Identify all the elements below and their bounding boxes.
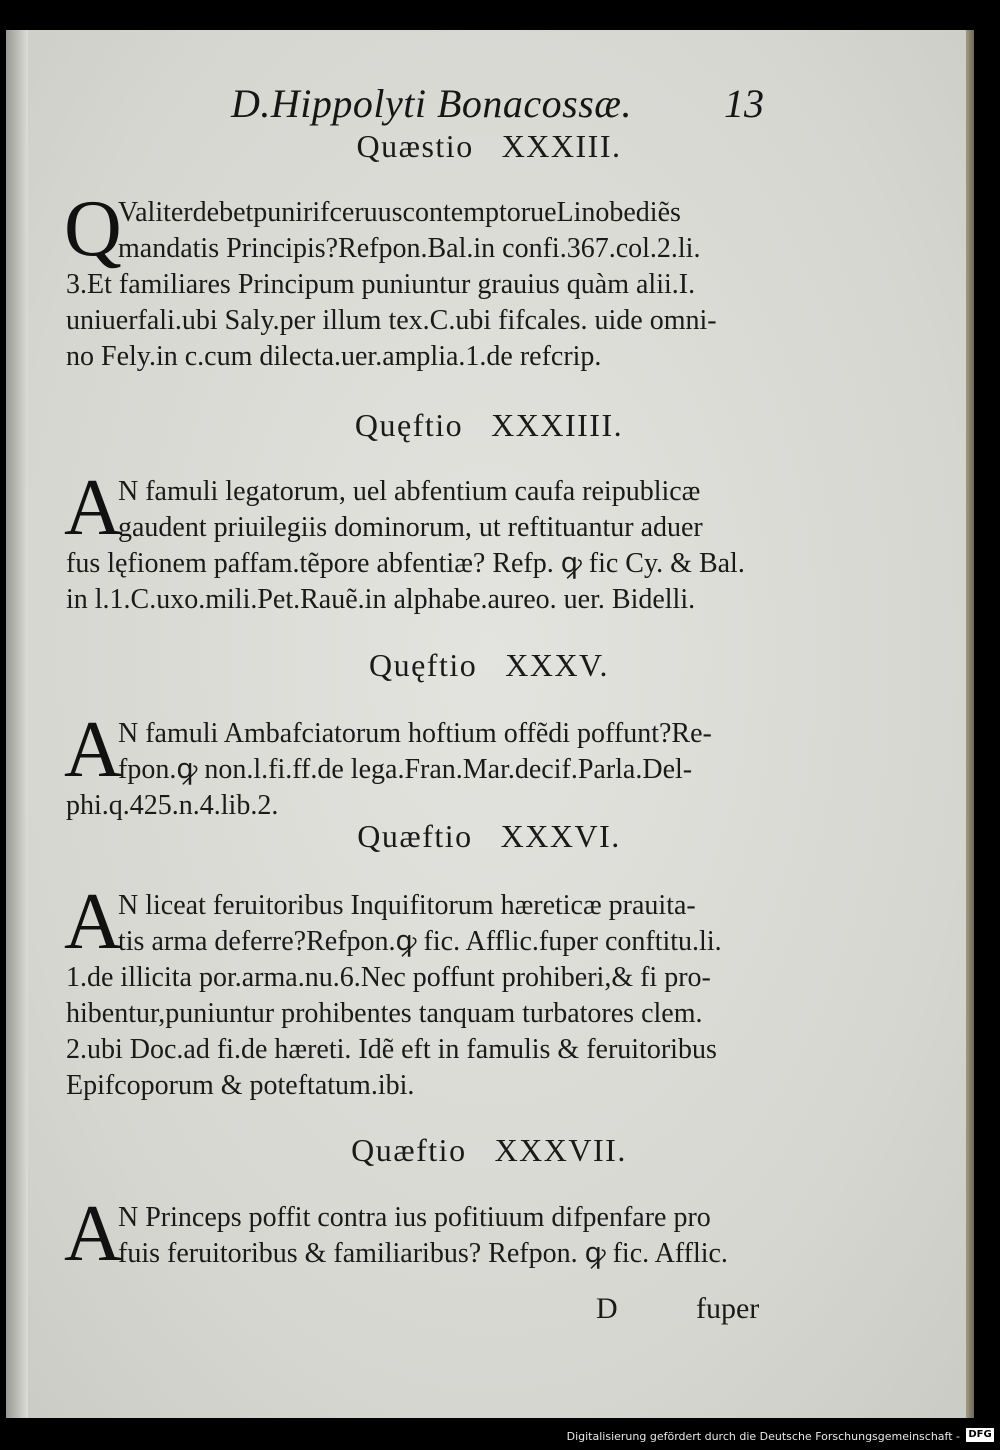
running-head-title: D.Hippolyti Bonacossæ. — [231, 81, 632, 126]
catchword: fuper — [696, 1292, 760, 1325]
question-heading-number: XXXIIII. — [491, 407, 624, 443]
funding-credit: Digitalisierung gefördert durch die Deutsche Forschungsgemeinschaft - — [566, 1430, 960, 1443]
question-heading-number: XXXIII. — [501, 128, 622, 164]
question-heading — [6, 647, 972, 684]
question-text — [64, 1190, 818, 1278]
question-heading-number: XXXVII. — [494, 1132, 627, 1168]
text-line: N famuli legatorum, uel abfentium caufa reipublicæ — [118, 476, 701, 507]
page-number: 13 — [724, 81, 764, 126]
digitization-footer — [0, 1418, 1000, 1450]
text-line: no Fely.in c.cum dilecta.uer.amplia.1.de refcrip. — [66, 341, 602, 372]
text-line: mandatis Principis?Refpon.Bal.in confi.367.col.2.li. — [118, 233, 701, 264]
text-line: ValiterdebetpunirifceruuscontemptorueLinobediẽs — [118, 197, 681, 228]
question-heading — [6, 407, 972, 444]
question-text — [64, 706, 818, 824]
question-heading-word: Quęftio — [354, 407, 464, 443]
text-line: N liceat feruitoribus Inquifitorum hæreticæ prauita- — [118, 890, 696, 921]
question-heading-word: Quæstio — [356, 128, 474, 164]
question-heading-number: XXXV. — [505, 647, 610, 683]
question-text — [64, 185, 818, 375]
text-line: Epifcoporum & poteftatum.ibi. — [66, 1070, 415, 1101]
question-text — [64, 878, 818, 1104]
text-line: in l.1.C.uxo.mili.Pet.Rauẽ.in alphabe.aureo. uer. Bidelli. — [66, 584, 696, 615]
question-heading-number: XXXVI. — [500, 818, 621, 854]
text-line: fus lęfionem paffam.tẽpore abfentiæ? Refp. ꝙ fic Cy. & Bal. — [66, 548, 745, 579]
drop-cap-initial: A — [64, 706, 122, 794]
text-line: hibentur,puniuntur prohibentes tanquam turbatores clem. — [66, 998, 703, 1029]
book-page — [6, 30, 972, 1418]
page-edge — [966, 30, 974, 1418]
question-heading-word: Quęftio — [368, 647, 478, 683]
question-heading-word: Quæftio — [351, 1132, 467, 1168]
text-line: 3.Et familiares Principum puniuntur grauius quàm alii.I. — [66, 269, 696, 300]
text-line: fuis feruitoribus & familiaribus? Refpon. ꝙ fic. Afflic. — [118, 1238, 728, 1269]
drop-cap-initial: A — [64, 464, 122, 552]
drop-cap-initial: Q — [64, 185, 122, 273]
question-text — [64, 464, 818, 618]
text-line: phi.q.425.n.4.lib.2. — [66, 790, 279, 821]
text-line: N famuli Ambafciatorum hoftium offẽdi poffunt?Re- — [118, 718, 712, 749]
text-line: fpon.ꝙ non.l.fi.ff.de lega.Fran.Mar.decif.Parla.Del- — [118, 754, 693, 785]
question-heading — [6, 818, 972, 855]
dfg-logo: DFG — [966, 1428, 994, 1442]
page-gutter — [6, 30, 28, 1418]
text-line: gaudent priuilegiis dominorum, ut reftituantur aduer — [118, 512, 703, 543]
signature-mark: D — [596, 1292, 618, 1325]
question-heading — [6, 1132, 972, 1169]
text-line: 1.de illicita por.arma.nu.6.Nec poffunt prohiberi,& fi pro- — [66, 962, 711, 993]
question-heading-word: Quæftio — [357, 818, 473, 854]
question-heading — [6, 128, 972, 165]
drop-cap-initial: A — [64, 878, 122, 966]
text-line: 2.ubi Doc.ad fi.de hæreti. Idẽ eft in famulis & feruitoribus — [66, 1034, 717, 1065]
text-line: uniuerfali.ubi Saly.per illum tex.C.ubi fifcales. uide omni- — [66, 305, 717, 336]
text-line: N Princeps poffit contra ius pofitiuum difpenfare pro — [118, 1202, 711, 1233]
drop-cap-initial: A — [64, 1190, 122, 1278]
text-line: tis arma deferre?Refpon.ꝙ fic. Afflic.fuper conftitu.li. — [118, 926, 722, 957]
